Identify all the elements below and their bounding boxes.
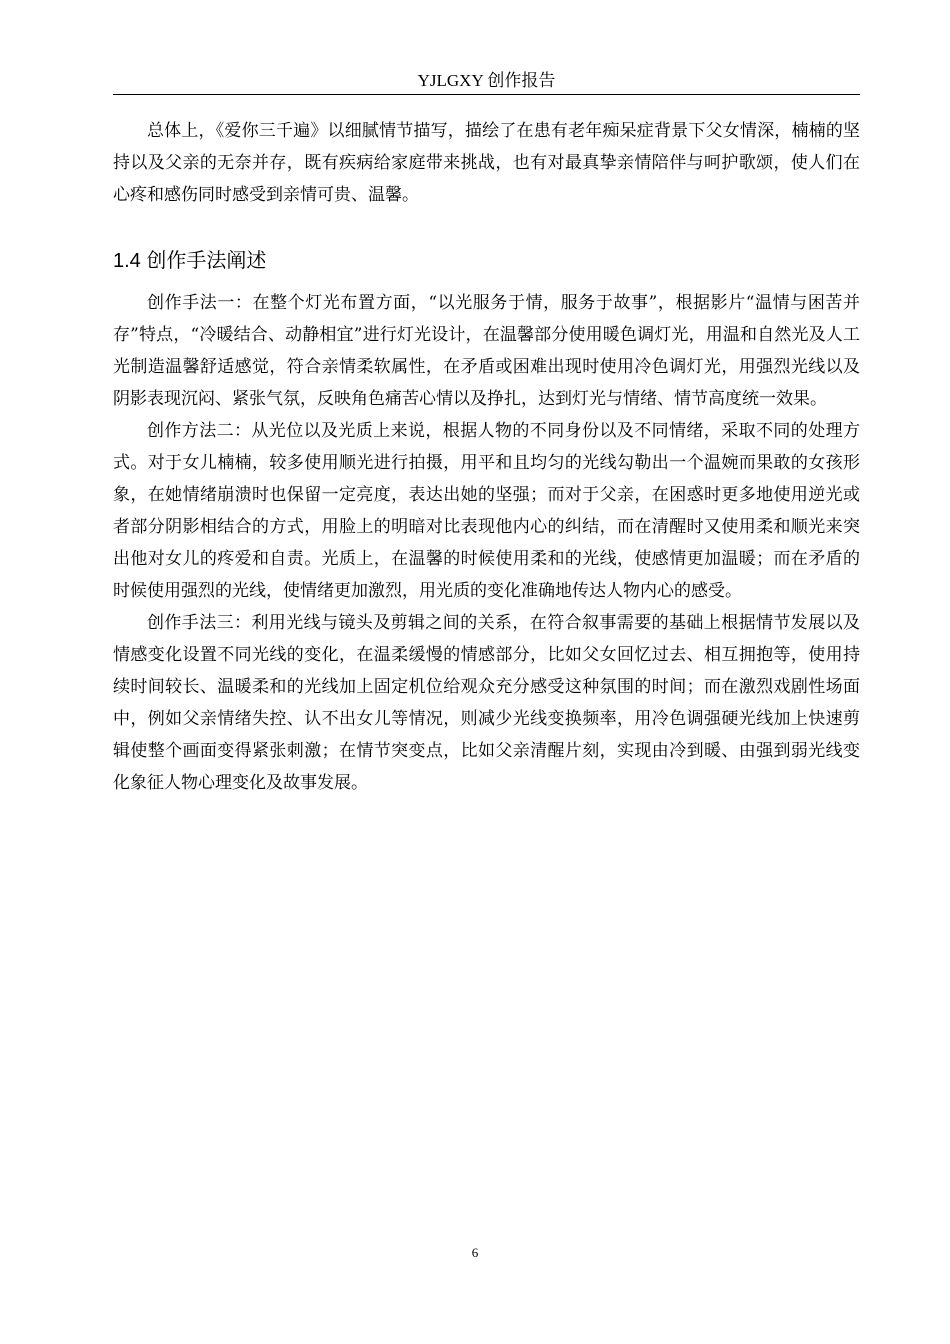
paragraph-technique-3: 创作手法三：利用光线与镜头及剪辑之间的关系，在符合叙事需要的基础上根据情节发展以及情感变化设置不同光线的变化，在温柔缓慢的情感部分，比如父女回忆过去、相互拥抱等，使用持续时间较长、温暖柔和的光线加上固定机位给观众充分感受这种氛围的时间；而在激烈戏剧性场面中，例如父亲情绪失控、认不出女儿等情况，则减少光线变换频率，用冷色调强硬光线加上快速剪辑使整个画面变得紧张刺激；在情节突变点，比如父亲清醒片刻，实现由冷到暖、由强到弱光线变化象征人物心理变化及故事发展。 <box>113 613 860 793</box>
paragraph-technique-2: 创作方法二：从光位以及光质上来说，根据人物的不同身份以及不同情绪，采取不同的处理方式。对于女儿楠楠，较多使用顺光进行拍摄，用平和且均匀的光线勾勒出一个温婉而果敢的女孩形象，在她情绪崩溃时也保留一定亮度，表达出她的坚强；而对于父亲，在困惑时更多地使用逆光或者部分阴影相结合的方式，用脸上的明暗对比表现他内心的纠结，而在清醒时又使用柔和顺光来突出他对女儿的疼爱和自责。光质上，在温馨的时候使用柔和的光线，使感情更加温暖；而在矛盾的时候使用强烈的光线，使情绪更加激烈，用光质的变化准确地传达人物内心的感受。 <box>113 421 860 601</box>
paragraph-technique-1: 创作手法一：在整个灯光布置方面，“以光服务于情，服务于故事”，根据影片“温情与困苦并存”特点，“冷暖结合、动静相宜”进行灯光设计，在温馨部分使用暖色调灯光，用温和自然光及人工光制造温馨舒适感觉，符合亲情柔软属性，在矛盾或困难出现时使用冷色调灯光，用强烈光线以及阴影表现沉闷、紧张气氛，反映角色痛苦心情以及挣扎，达到灯光与情绪、情节高度统一效果。 <box>113 293 860 409</box>
intro-paragraph: 总体上，《爱你三千遍》以细腻情节描写，描绘了在患有老年痴呆症背景下父女情深，楠楠的坚持以及父亲的无奈并存，既有疾病给家庭带来挑战，也有对最真挚亲情陪伴与呵护歌颂，使人们在心疼和感伤同时感受到亲情可贵、温馨。 <box>113 121 860 205</box>
page-header <box>113 68 860 95</box>
section-heading: 1.4 创作手法阐述 <box>113 250 267 272</box>
document-body <box>113 115 860 799</box>
header-title: YJLGXY 创作报告 <box>417 71 556 90</box>
page-number: 6 <box>471 1245 479 1260</box>
